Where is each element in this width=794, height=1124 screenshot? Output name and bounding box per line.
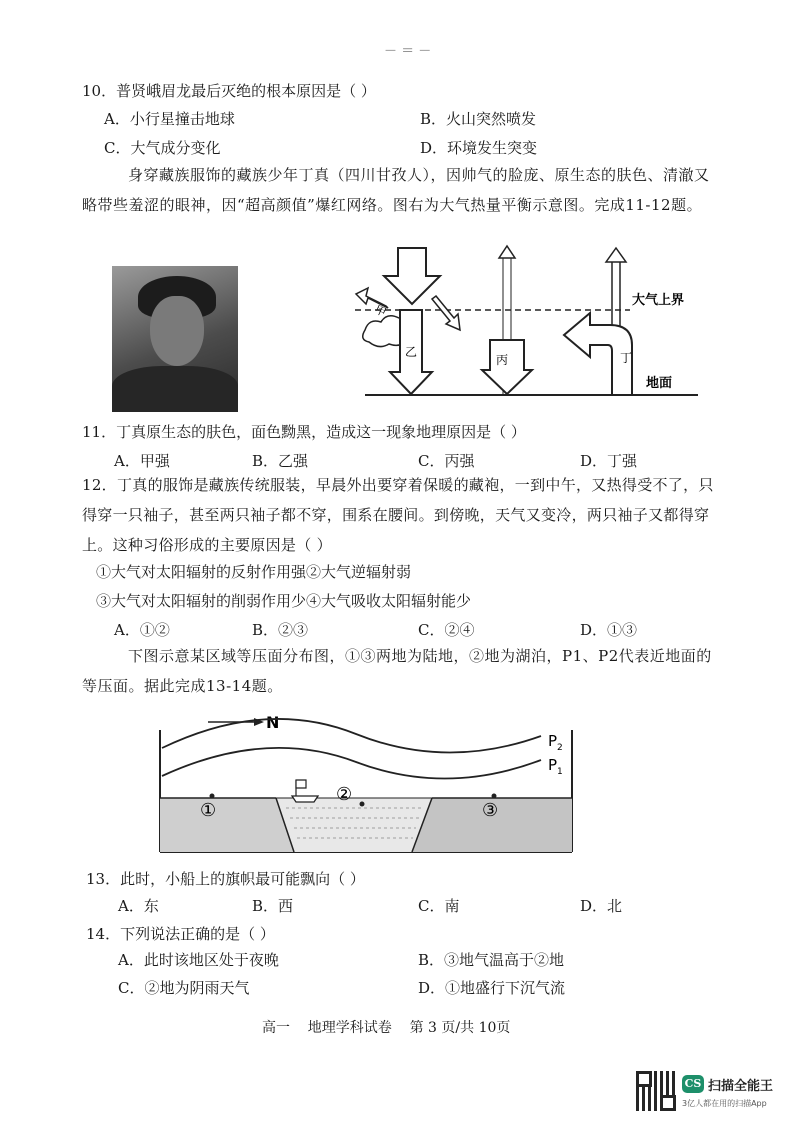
p2-label: $P_2$ (548, 732, 563, 753)
q14-option-c: C．②地为阴雨天气 (118, 979, 250, 997)
q14-option-a: A．此时该地区处于夜晚 (118, 951, 279, 969)
q11-option-a: A．甲强 (114, 452, 170, 470)
q12-stem: 12．丁真的服饰是藏族传统服装，早晨外出要穿着保暖的藏袍，一到中午，又热得受不了，只得穿一只袖子，甚至两只袖子都不穿，围系在腰间。到傍晚，天气又变冷，两只袖子又都得穿上。这种习俗形成的主要原因是（ ） (82, 476, 714, 554)
q14-option-b: B．③地气温高于②地 (418, 951, 565, 969)
qr-code-icon (636, 1071, 676, 1111)
q11-option-c: C．丙强 (418, 452, 475, 470)
q10-stem: 10．普贤峨眉龙最后灭绝的根本原因是（ ） (82, 82, 376, 100)
site-2-label: ② (336, 784, 353, 805)
label-yi: 乙 (405, 345, 418, 359)
q10-option-c: C．大气成分变化 (104, 139, 221, 157)
q13-stem: 13．此时，小船上的旗帜最可能飘向（ ） (86, 870, 365, 888)
portrait-photo (112, 266, 238, 412)
q14-option-d: D．①地盛行下沉气流 (418, 979, 566, 997)
p1-label: $P_1$ (548, 756, 563, 777)
q12-statement-1-2: ①大气对太阳辐射的反射作用强②大气逆辐射弱 (96, 563, 412, 581)
q11-stem: 11．丁真原生态的肤色，面色黝黑，造成这一现象地理原因是（ ） (82, 423, 526, 441)
q13-option-c: C．南 (418, 897, 460, 915)
q14-stem: 14．下列说法正确的是（ ） (86, 925, 275, 943)
label-top-atmosphere: 大气上界 (632, 293, 685, 308)
north-label: N (266, 713, 280, 732)
q11-option-b: B．乙强 (252, 452, 309, 470)
q12-option-b: B．②③ (252, 621, 309, 639)
q10-option-b: B．火山突然喷发 (420, 110, 537, 128)
site-1-label: ① (200, 800, 217, 821)
scanner-tagline: 3亿人都在用的扫描App (682, 1099, 767, 1108)
q12-option-c: C．②④ (418, 621, 475, 639)
header-mark: － ＝ － (384, 44, 432, 59)
camscanner-logo-icon: CS (682, 1075, 704, 1093)
q10-option-d: D．环境发生突变 (420, 139, 538, 157)
q12-option-d: D．①③ (580, 621, 638, 639)
scanner-app-name: 扫描全能王 (708, 1079, 774, 1094)
q13-option-d: D．北 (580, 897, 623, 915)
q11-option-d: D．丁强 (580, 452, 638, 470)
label-bing: 丙 (496, 353, 509, 367)
intro-13-14: 下图示意某区域等压面分布图，①③两地为陆地，②地为湖泊，P1、P2代表近地面的等压面。据此完成13-14题。 (82, 647, 712, 695)
site-3-label: ③ (482, 800, 499, 821)
label-jia: 甲 (372, 302, 389, 320)
intro-11-12: 身穿藏族服饰的藏族少年丁真（四川甘孜人），因帅气的脸庞、原生态的肤色、清澈又略带些羞涩的眼神，因“超高颜值”爆红网络。图右为大气热量平衡示意图。完成11-12题。 (82, 166, 710, 214)
page-footer: 高一 地理学科试卷 第 3 页/共 10页 (262, 1020, 511, 1036)
label-ground: 地面 (646, 376, 673, 391)
q12-option-a: A．①② (114, 621, 170, 639)
q12-statement-3-4: ③大气对太阳辐射的削弱作用少④大气吸收太阳辐射能少 (96, 592, 472, 610)
heat-balance-diagram (340, 240, 700, 400)
q10-option-a: A．小行星撞击地球 (104, 110, 235, 128)
label-ding: 丁 (620, 351, 633, 365)
isobar-diagram (156, 708, 576, 856)
q13-option-a: A．东 (118, 897, 159, 915)
q13-option-b: B．西 (252, 897, 294, 915)
